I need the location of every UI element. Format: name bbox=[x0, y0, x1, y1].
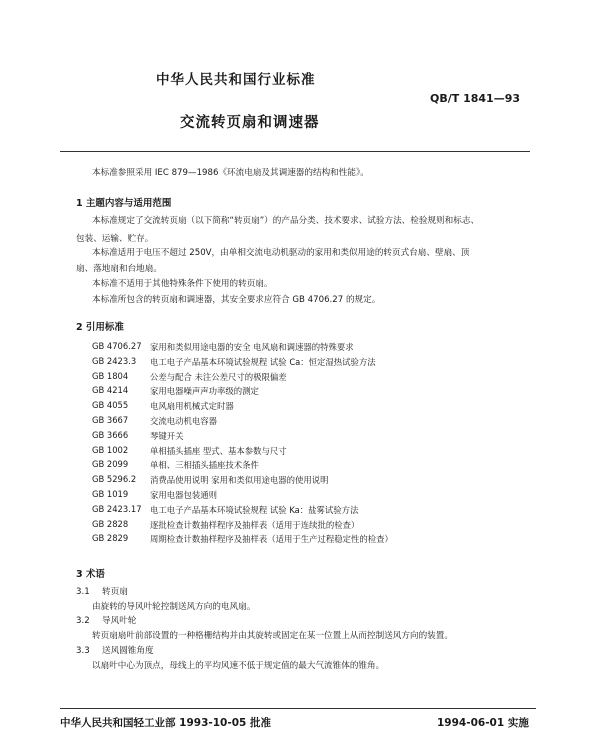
document-title: 交流转页扇和调速器 bbox=[180, 115, 320, 131]
term-3-2-number: 3.2 bbox=[76, 616, 90, 626]
reference-code: GB 4214 bbox=[92, 385, 129, 396]
reference-code: GB 1002 bbox=[92, 444, 129, 455]
reference-code: GB 2099 bbox=[92, 459, 129, 470]
reference-title: 电工电子产品基本环境试验规程 试验 Ka：盐雾试验方法 bbox=[150, 504, 359, 515]
term-3-2-definition: 转页扇扇叶前部设置的一种格栅结构并由其旋转或固定在某一位置上从而控制送风方向的装置。 bbox=[92, 631, 453, 641]
reference-code: GB 2828 bbox=[92, 518, 129, 529]
section-3-heading: 3 术语 bbox=[76, 569, 105, 580]
term-3-1-name: 转页扇 bbox=[102, 587, 128, 597]
reference-title: 家用和类似用途电器的安全 电风扇和调速器的特殊要求 bbox=[150, 342, 354, 352]
reference-title: 单相插头插座 型式、基本参数与尺寸 bbox=[150, 445, 287, 456]
reference-code: GB 1804 bbox=[92, 370, 129, 381]
intro-paragraph: 本标准参照采用 IEC 879—1986《环流电扇及其调速器的结构和性能》。 bbox=[92, 168, 369, 178]
reference-code: GB 4055 bbox=[92, 400, 129, 411]
term-3-3-number: 3.3 bbox=[76, 646, 90, 656]
reference-title: 家用电器噪声声功率级的测定 bbox=[150, 386, 259, 397]
reference-title: 消费品使用说明 家用和类似用途电器的使用说明 bbox=[150, 475, 329, 486]
section-1-paragraph-1-line-2: 包装、运输、贮存。 bbox=[76, 234, 154, 244]
implementation-date: 1994-06-01 实施 bbox=[437, 717, 529, 729]
section-1-paragraph-2-line-1: 本标准适用于电压不超过 250V，由单相交流电动机驱动的家用和类似用途的转页式台扇、壁扇、顶 bbox=[92, 248, 470, 258]
reference-code: GB 3667 bbox=[92, 415, 129, 425]
reference-code: GB 5296.2 bbox=[92, 474, 137, 485]
approval-line: 中华人民共和国轻工业部 1993-10-05 批准 bbox=[60, 717, 271, 729]
reference-code: GB 3666 bbox=[92, 429, 129, 440]
section-1-heading: 1 主题内容与适用范围 bbox=[76, 198, 172, 209]
reference-title: 电工电子产品基本环境试验规程 试验 Ca：恒定湿热试验方法 bbox=[150, 356, 376, 367]
section-1-paragraph-4: 本标准所包含的转页扇和调速器，其安全要求应符合 GB 4706.27 的规定。 bbox=[92, 295, 381, 305]
standard-number: QB/T 1841—93 bbox=[430, 92, 521, 105]
reference-code: GB 2423.3 bbox=[92, 355, 137, 366]
reference-title: 琴键开关 bbox=[150, 430, 184, 441]
standard-category-title: 中华人民共和国行业标准 bbox=[156, 72, 316, 88]
section-1-paragraph-1-line-1: 本标准规定了交流转页扇（以下简称“转页扇”）的产品分类、技术要求、试验方法、检验规则和标志、 bbox=[92, 216, 480, 226]
footer-divider bbox=[60, 708, 536, 709]
header-divider bbox=[60, 151, 530, 152]
reference-title: 单相、三相插头插座技术条件 bbox=[150, 460, 259, 471]
section-1-paragraph-3: 本标准不适用于其他特殊条件下使用的转页扇。 bbox=[92, 279, 273, 289]
term-3-1-definition: 由旋转的导风叶轮控制送风方向的电风扇。 bbox=[92, 602, 256, 612]
reference-code: GB 4706.27 bbox=[92, 341, 142, 351]
term-3-3-definition: 以扇叶中心为顶点，母线上的平均风速不低于规定值的最大气流锥体的锥角。 bbox=[92, 661, 385, 671]
reference-title: 交流电动机电容器 bbox=[150, 416, 217, 426]
reference-title: 周期检查计数抽样程序及抽样表（适用于生产过程稳定性的检查） bbox=[150, 534, 393, 545]
term-3-1-number: 3.1 bbox=[76, 587, 90, 597]
section-1-paragraph-2-line-2: 扇、落地扇和台地扇。 bbox=[76, 264, 162, 274]
term-3-2-name: 导风叶轮 bbox=[102, 616, 137, 626]
reference-code: GB 2423.17 bbox=[92, 503, 142, 514]
reference-title: 逐批检查计数抽样程序及抽样表（适用于连续批的检查） bbox=[150, 519, 360, 530]
reference-code: GB 2829 bbox=[92, 533, 129, 544]
reference-title: 家用电器包装通则 bbox=[150, 490, 217, 500]
section-2-heading: 2 引用标准 bbox=[76, 322, 124, 333]
reference-title: 公差与配合 未注公差尺寸的极限偏差 bbox=[150, 371, 287, 382]
term-3-3-name: 送风圆锥角度 bbox=[102, 646, 154, 656]
reference-title: 电风扇用机械式定时器 bbox=[150, 401, 234, 412]
reference-code: GB 1019 bbox=[92, 489, 129, 499]
